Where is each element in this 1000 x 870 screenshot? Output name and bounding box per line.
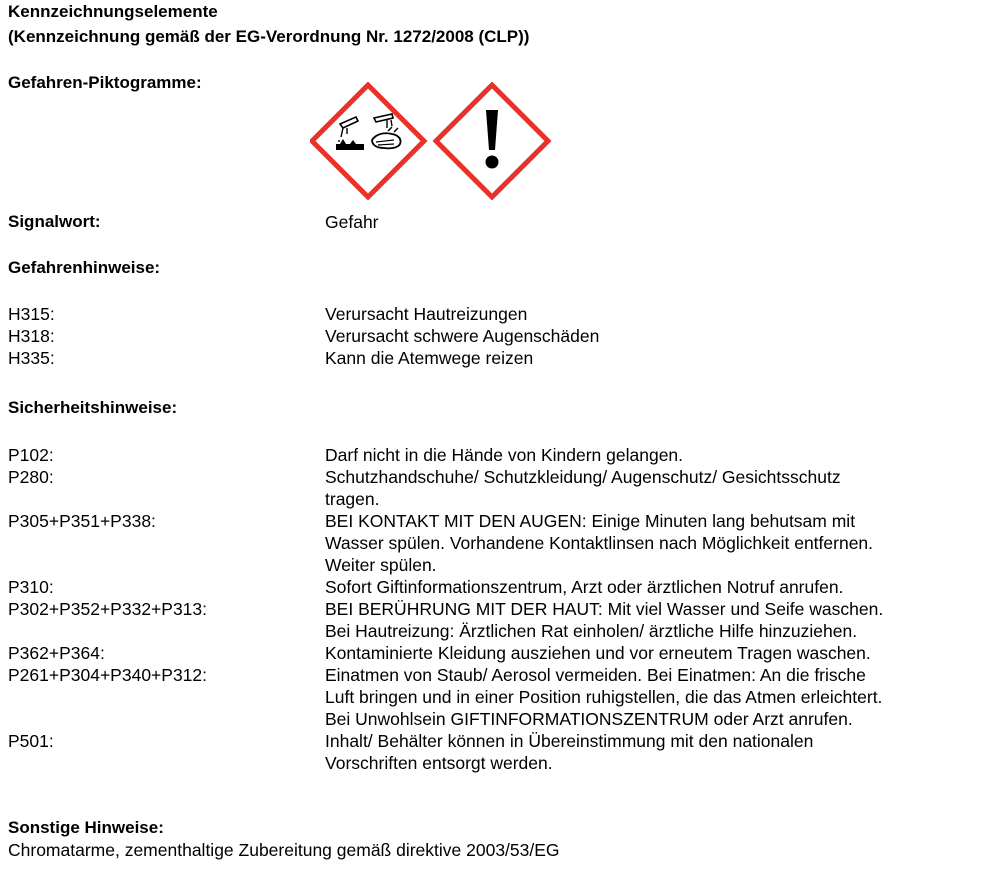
precautionary-statement-row [0, 664, 1000, 730]
hazard-statements-list [0, 303, 1000, 369]
precautionary-code: P261+P304+P340+P312: [8, 665, 208, 685]
precautionary-statement-row [0, 576, 1000, 598]
precautionary-statement-row [0, 444, 1000, 466]
precautionary-text: BEI KONTAKT MIT DEN AUGEN: Einige Minuten lang behutsam mit Wasser spülen. Vorhandene Kontaktlinsen nach Möglichkeit entfernen. Weiter spülen. [325, 511, 874, 575]
exclamation-mark-icon [436, 85, 548, 197]
precautionary-statements-list [0, 444, 1000, 774]
signal-word-label: Signalwort: [8, 212, 101, 231]
signal-word-value: Gefahr [325, 212, 379, 232]
precautionary-code: P280: [8, 467, 54, 487]
precautionary-code: P302+P352+P332+P313: [8, 599, 208, 619]
precautionary-text: Kontaminierte Kleidung ausziehen und vor erneutem Tragen waschen. [325, 643, 871, 663]
precautionary-code: P305+P351+P338: [8, 511, 156, 531]
precautionary-code: P102: [8, 445, 54, 465]
precautionary-statement-row [0, 642, 1000, 664]
precautionary-statements-heading: Sicherheitshinweise: [8, 398, 178, 417]
corrosion-icon [312, 85, 424, 197]
precautionary-text: Inhalt/ Behälter können in Übereinstimmung mit den nationalen Vorschriften entsorgt werden. [325, 731, 814, 773]
precautionary-statement-row [0, 510, 1000, 576]
precautionary-text: Einatmen von Staub/ Aerosol vermeiden. Bei Einatmen: An die frische Luft bringen und in einer Position ruhigstellen, die das Atmen erleichtert. Bei Unwohlsein GIFTINFORMATIONSZENTRUM oder Arzt anrufen. [325, 665, 883, 729]
pictograms-label: Gefahren-Piktogramme: [8, 73, 202, 92]
precautionary-text: Schutzhandschuhe/ Schutzkleidung/ Augenschutz/ Gesichtsschutz tragen. [325, 467, 841, 509]
hazard-text: Verursacht schwere Augenschäden [325, 326, 600, 346]
hazard-code: H315: [8, 304, 55, 324]
precautionary-code: P310: [8, 577, 54, 597]
hazard-code: H335: [8, 348, 55, 368]
hazard-text: Verursacht Hautreizungen [325, 304, 528, 324]
hazard-statements-heading: Gefahrenhinweise: [8, 258, 161, 277]
precautionary-code: P362+P364: [8, 643, 105, 663]
precautionary-statement-row [0, 466, 1000, 510]
hazard-text: Kann die Atemwege reizen [325, 348, 534, 368]
other-notes-heading: Sonstige Hinweise: [8, 818, 164, 837]
precautionary-text: Darf nicht in die Hände von Kindern gelangen. [325, 445, 684, 465]
document-subtitle: (Kennzeichnung gemäß der EG-Verordnung Nr. 1272/2008 (CLP)) [8, 27, 530, 46]
precautionary-text: BEI BERÜHRUNG MIT DER HAUT: Mit viel Wasser und Seife waschen. Bei Hautreizung: Ärztlichen Rat einholen/ ärztliche Hilfe hinzuziehen. [325, 599, 884, 641]
hazard-statement-row [0, 325, 1000, 347]
hazard-pictograms [310, 82, 555, 200]
other-notes-text: Chromatarme, zementhaltige Zubereitung gemäß direktive 2003/53/EG [8, 840, 560, 860]
precautionary-statement-row [0, 730, 1000, 774]
document-title: Kennzeichnungselemente [8, 2, 218, 21]
precautionary-code: P501: [8, 731, 54, 751]
hazard-code: H318: [8, 326, 55, 346]
precautionary-statement-row [0, 598, 1000, 642]
hazard-statement-row [0, 303, 1000, 325]
hazard-statement-row [0, 347, 1000, 369]
precautionary-text: Sofort Giftinformationszentrum, Arzt oder ärztlichen Notruf anrufen. [325, 577, 844, 597]
